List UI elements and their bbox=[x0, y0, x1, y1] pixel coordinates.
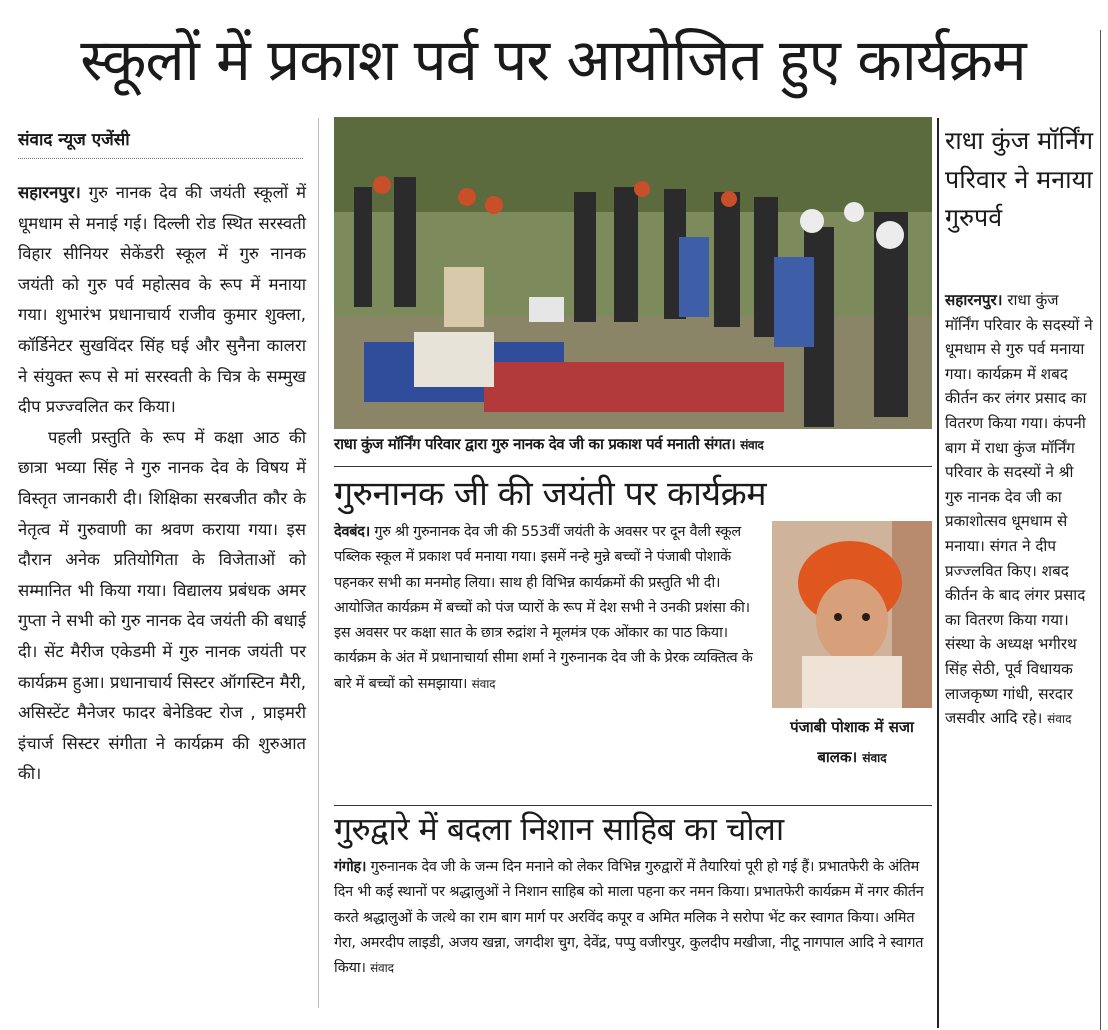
page-edge-rule bbox=[1100, 30, 1101, 1030]
photo-child-image bbox=[772, 521, 932, 708]
photo-child bbox=[772, 521, 932, 708]
photo-gathering bbox=[334, 117, 932, 429]
story-body bbox=[334, 520, 759, 697]
photo-caption-text: राधा कुंज मॉर्निंग परिवार द्वारा गुरु नानक देव जी का प्रकाश पर्व मनाती संगत। bbox=[334, 435, 736, 453]
story-headline: गुरुनानक जी की जयंती पर कार्यक्रम bbox=[334, 474, 767, 514]
photo-caption bbox=[334, 434, 932, 454]
photo-gathering-image bbox=[334, 117, 932, 429]
dateline: गंगोह। bbox=[334, 859, 367, 875]
side-story-headline: राधा कुंज मॉर्निंग परिवार ने मनाया गुरुपर्व bbox=[945, 126, 1094, 232]
left-story-para1 bbox=[18, 178, 306, 423]
column-divider bbox=[937, 118, 939, 1028]
story-credit: संवाद bbox=[370, 961, 394, 976]
left-story-para2: पहली प्रस्तुति के रूप में कक्षा आठ की छात्रा भव्या सिंह ने गुरु नानक देव के विषय में विस्तृत जानकारी दी। शिक्षिका सरबजीत कौर के नेतृत्व में गुरुवाणी का श्रवण कराया गया। इस दौरान अनेक प्रतियोगिता के विजेताओं को सम्मानित भी किया गया। विद्यालय प्रबंधक अमर गुप्ता ने सभी को गुरु नानक देव जयंती की बधाई दी। सेंट मैरीज एकेडमी में गुरु नानक जयंती पर कार्यक्रम हुआ। प्रधानाचार्य सिस्टर ऑगस्टिन मैरी, असिस्टेंट मैनेजर फादर बेनेडिक्ट रोज , प्राइमरी इंचार्ज सिस्टर संगीता ने कार्यक्रम की शुरुआत की। bbox=[18, 427, 306, 784]
photo-caption-text: पंजाबी पोशाक में सजा बालक। bbox=[790, 718, 914, 766]
dateline: सहारनपुर। bbox=[18, 183, 81, 202]
section-divider bbox=[334, 466, 932, 467]
photo-credit: संवाद bbox=[862, 751, 887, 765]
paragraph-text: गुरु नानक देव की जयंती स्कूलों में धूमधाम से मनाई गई। दिल्ली रोड स्थित सरस्वती विहार सीनियर सेकेंडरी स्कूल में गुरु नानक जयंती को गुरु पर्व महोत्सव के रूप में मनाया गया। शुभारंभ प्रधानाचार्य राजीव कुमार शुक्ला, कॉर्डिनेटर सुखविंदर सिंह घई और सुनैना कालरा ने संयुक्त रूप से मां सरस्वती के चित्र के सम्मुख दीप प्रज्ज्वलित कर किया। bbox=[18, 183, 306, 417]
dateline: सहारनपुर। bbox=[945, 291, 1003, 309]
byline-divider bbox=[18, 158, 303, 159]
story-headline: गुरुद्वारे में बदला निशान साहिब का चोला bbox=[334, 810, 784, 848]
story-text: गुरुनानक देव जी के जन्म दिन मनाने को लेकर विभिन्न गुरुद्वारों में तैयारियां पूरी हो गई हैं। प्रभातफेरी के अंतिम दिन भी कई स्थानों पर श्रद्धालुओं ने निशान साहिब को माला पहना कर नमन किया। प्रभातफेरी कार्यक्रम में नगर कीर्तन करते श्रद्धालुओं के जत्थे का राम बाग मार्ग पर अरविंद कपूर व अमित मलिक ने सरोपा भेंट कर स्वागत किया। अमित गेरा, अमरदीप लाइडी, अजय खन्ना, जगदीश चुग, देवेंद्र, पप्पु वजीरपुर, कुलदीप मखीजा, नीटू नागपाल आदि ने स्वागत किया। bbox=[334, 859, 924, 977]
side-story-body bbox=[945, 288, 1095, 732]
story-text: गुरु श्री गुरुनानक देव जी की 553वीं जयंती के अवसर पर दून वैली स्कूल पब्लिक स्कूल में प्रकाश पर्व मनाया गया। इसमें नन्हे मुन्ने बच्चों ने पंजाबी पोशाकें पहनकर सभी का मनमोह लिया। साथ ही विभिन्न कार्यक्रमों की प्रस्तुति भी दी। आयोजित कार्यक्रम में बच्चों को पंज प्यारों के रूप में देश सभी ने उनकी प्रशंसा की। इस अवसर पर कक्षा सात के छात्र रुद्रांश ने मूलमंत्र एक ओंकार का पाठ किया।कार्यक्रम के अंत में प्रधानाचार्या सीमा शर्मा ने गुरुनानक देव जी के प्रेरक व्यक्तित्व के बारे में बच्चों को समझाया। bbox=[334, 524, 753, 692]
page-headline: स्कूलों में प्रकाश पर्व पर आयोजित हुए कार्यक्रम bbox=[80, 26, 1026, 94]
byline: संवाद न्यूज एजेंसी bbox=[18, 130, 130, 150]
story-text: राधा कुंज मॉर्निंग परिवार के सदस्यों ने धूमधाम से गुरु पर्व मनाया गया। कार्यक्रम में शबद कीर्तन कर लंगर प्रसाद का वितरण किया गया। कंपनी बाग में राधा कुंज मॉर्निंग परिवार के सदस्यों ने श्री गुरु नानक देव जी का प्रकाशोत्सव धूमधाम से मनाया। संगत ने दीप प्रज्ज्लवित किए। शबद कीर्तन के बाद लंगर प्रसाद का वितरण किया गया। संस्था के अध्यक्ष भगीरथ सिंह सेठी, पूर्व विधायक लाजकृष्ण गांधी, सरदार जसवीर आदि रहे। bbox=[945, 291, 1093, 728]
dateline: देवबंद। bbox=[334, 524, 370, 540]
story-body bbox=[334, 855, 934, 981]
story-credit: संवाद bbox=[471, 676, 496, 691]
photo-credit: संवाद bbox=[740, 438, 764, 452]
left-story bbox=[18, 178, 306, 790]
column-divider bbox=[318, 118, 319, 1008]
story-credit: संवाद bbox=[1047, 712, 1072, 727]
photo-caption bbox=[772, 712, 932, 773]
